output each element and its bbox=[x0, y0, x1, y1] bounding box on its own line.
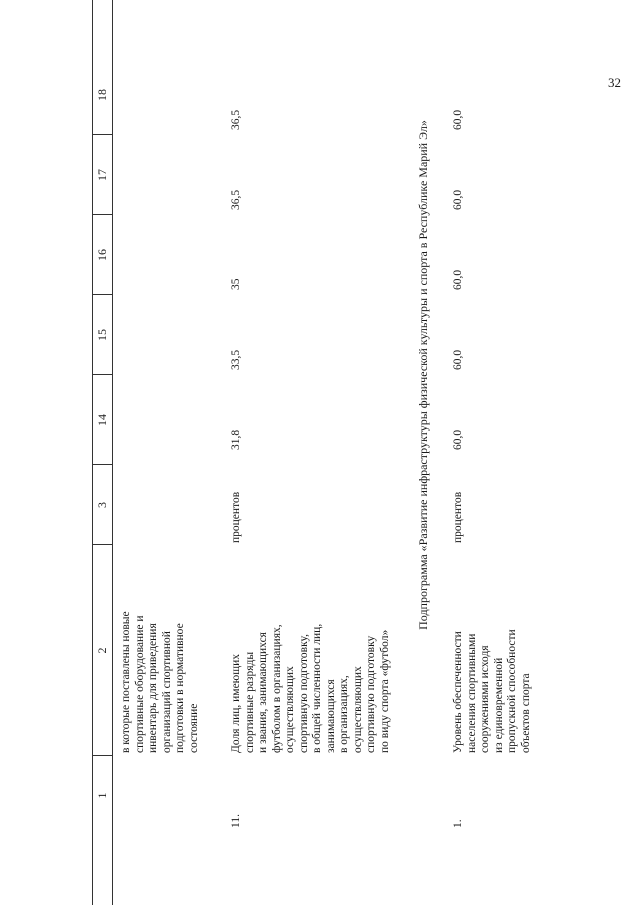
col-number-15: 15 bbox=[95, 329, 109, 341]
col-number-2: 2 bbox=[95, 647, 109, 654]
sub-row-1-number: 1. bbox=[452, 819, 464, 828]
row-11-unit: процентов bbox=[230, 491, 242, 543]
sub-row-1-unit: процентов bbox=[452, 491, 464, 543]
subprogram-title: Подпрограмма «Развитие инфраструктуры физической культуры и спорта в Республике Марий Эл» bbox=[416, 120, 430, 630]
indicators-table bbox=[92, 0, 637, 905]
header-bottom-rule bbox=[112, 0, 113, 905]
row-11-value-17: 36,5 bbox=[230, 189, 242, 210]
col-number-14: 14 bbox=[95, 414, 109, 426]
row-11-number: 11. bbox=[230, 814, 242, 828]
col-number-16: 16 bbox=[95, 249, 109, 261]
row-11-value-14: 31,8 bbox=[230, 429, 242, 450]
row-11-description: Доля лиц, имеющих спортивные разряды и звания, занимающихся футболом в организациях, осуществляющих спортивную подготовку, в общей численности лиц, занимающихся в организациях, осуществляющих спортивную подготовку по виду спорта «футбол» bbox=[230, 623, 391, 753]
row-11-value-15: 33,5 bbox=[230, 349, 242, 370]
sub-row-1-description: Уровень обеспеченности населения спортивными сооружениями исходя из единовременной пропускной способности объектов спорта bbox=[452, 629, 532, 753]
sub-row-1-value-16: 60,0 bbox=[452, 269, 464, 290]
page-number: 32 bbox=[608, 75, 621, 90]
col-number-3: 3 bbox=[95, 502, 109, 508]
row-11-value-16: 35 bbox=[230, 278, 242, 290]
sub-row-1-value-14: 60,0 bbox=[452, 429, 464, 450]
sub-row-1-value-15: 60,0 bbox=[452, 349, 464, 370]
rotated-page bbox=[92, 0, 637, 905]
row-11-value-18: 36,5 bbox=[230, 109, 242, 130]
table-top-rule bbox=[92, 0, 93, 905]
sub-row-1-value-18: 60,0 bbox=[452, 109, 464, 130]
col-number-17: 17 bbox=[95, 169, 109, 181]
sub-row-1-value-17: 60,0 bbox=[452, 189, 464, 210]
col-number-18: 18 bbox=[95, 89, 109, 101]
row-0-description: в которые поставлены новые спортивные оборудование и инвентарь для приведения организаций спортивной подготовки в нормативное состояние bbox=[120, 611, 200, 753]
col-number-1: 1 bbox=[95, 792, 109, 799]
